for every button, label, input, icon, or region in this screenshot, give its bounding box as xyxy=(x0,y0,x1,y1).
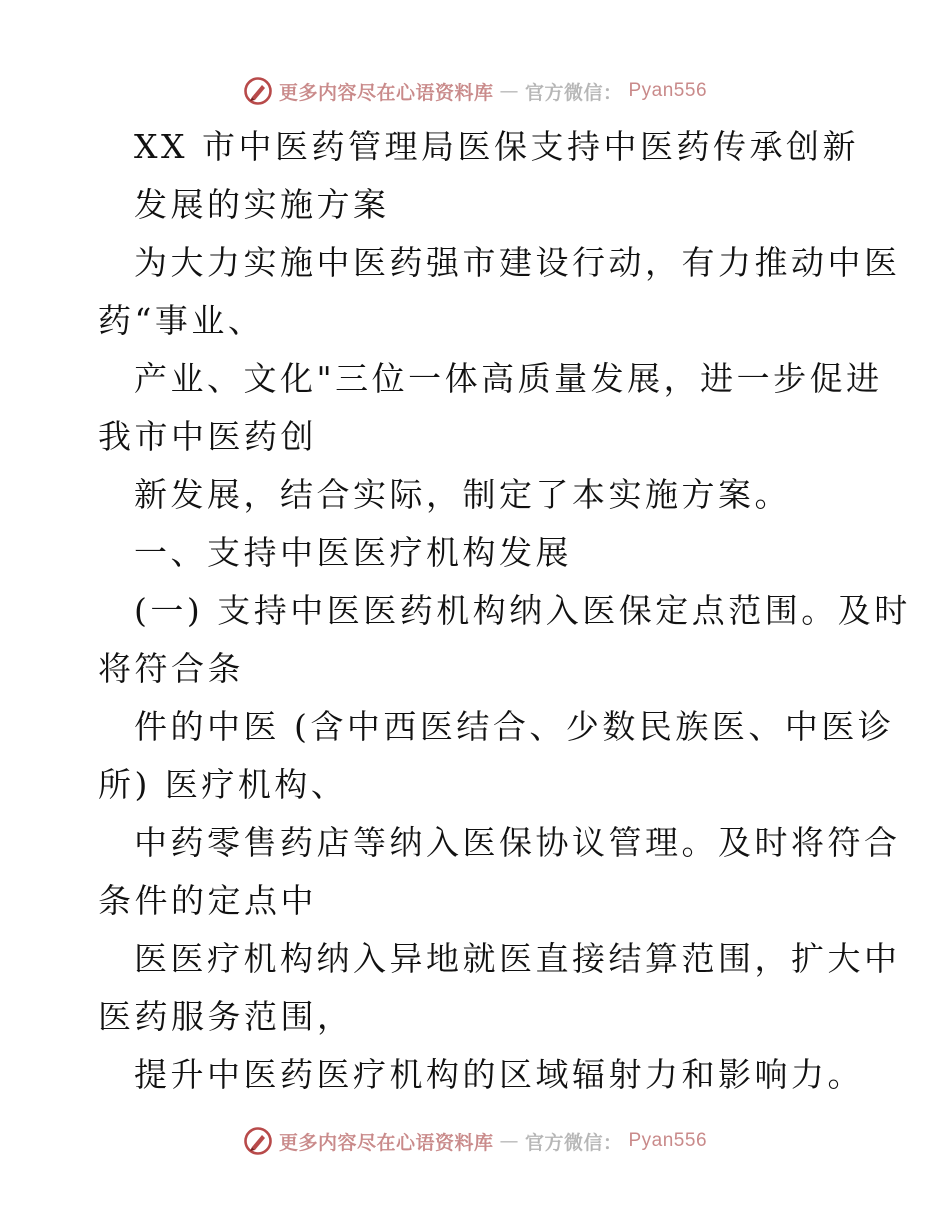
watermark-dash: — xyxy=(499,1130,519,1152)
watermark-wechat-id: Pyan556 xyxy=(628,80,708,101)
paragraph-line: 为大力实施中医药强市建设行动，有力推动中医 xyxy=(134,243,901,282)
pen-circle-logo-icon xyxy=(243,1126,273,1156)
paragraph-line: 医医疗机构纳入异地就医直接结算范围，扩大中 xyxy=(134,939,901,978)
watermark-text: 更多内容尽在心语资料库 xyxy=(278,81,494,104)
document-title-line-1: XX 市中医药管理局医保支持中医药传承创新 xyxy=(134,127,859,166)
document-title-line-2: 发展的实施方案 xyxy=(134,185,390,224)
paragraph-line: 条件的定点中 xyxy=(98,881,317,920)
watermark-text: 更多内容尽在心语资料库 xyxy=(278,1131,494,1154)
watermark-wechat-id: Pyan556 xyxy=(628,1130,708,1151)
header-watermark xyxy=(0,71,950,111)
paragraph-line: 件的中医 (含中西医结合、少数民族医、中医诊 xyxy=(134,707,895,746)
paragraph-line: 我市中医药创 xyxy=(98,417,317,456)
watermark-dash: — xyxy=(499,80,519,102)
paragraph-line: 中药零售药店等纳入医保协议管理。及时将符合 xyxy=(134,823,901,862)
subsection-line: (一) 支持中医医药机构纳入医保定点范围。及时 xyxy=(134,591,911,630)
watermark-wechat-label: 官方微信： xyxy=(524,1131,623,1154)
paragraph-line: 新发展，结合实际，制定了本实施方案。 xyxy=(134,475,791,514)
paragraph-line: 将符合条 xyxy=(98,649,244,688)
paragraph-line: 提升中医药医疗机构的区域辐射力和影响力。 xyxy=(134,1055,864,1094)
paragraph-line: 药“事业、 xyxy=(98,301,265,340)
pen-circle-logo-icon xyxy=(243,76,273,106)
section-heading: 一、支持中医医疗机构发展 xyxy=(134,533,572,572)
footer-watermark xyxy=(0,1121,950,1161)
paragraph-line: 医药服务范围， xyxy=(98,997,354,1036)
watermark-wechat-label: 官方微信： xyxy=(524,81,623,104)
paragraph-line: 所) 医疗机构、 xyxy=(98,765,348,804)
paragraph-line: 产业、文化"三位一体高质量发展，进一步促进 xyxy=(134,359,883,398)
